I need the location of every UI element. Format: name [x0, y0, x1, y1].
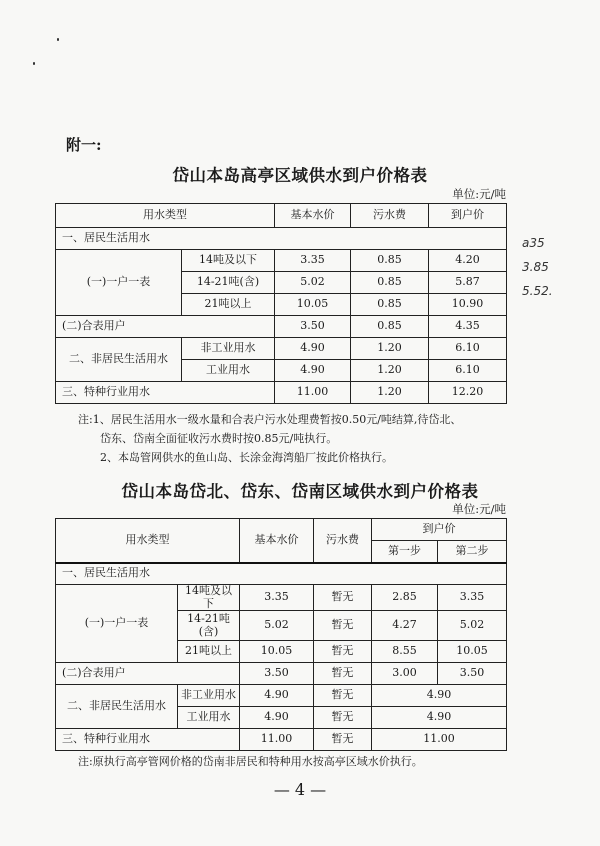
table-cell: 1.20	[351, 338, 429, 360]
table-cell: 4.90	[275, 360, 351, 382]
header-sewage-fee: 污水费	[314, 519, 372, 563]
table-cell: 4.90	[275, 338, 351, 360]
row-shared-meter: (二)合表用户	[56, 316, 275, 338]
table2-notes	[78, 752, 518, 771]
tier-label: 工业用水	[182, 360, 275, 382]
table2	[55, 518, 507, 751]
subgroup-single-household: (一)一户一表	[56, 250, 182, 316]
table2-unit: 单位:元/吨	[452, 502, 506, 516]
section-residential: 一、居民生活用水	[56, 563, 507, 585]
table-cell: 暂无	[314, 585, 372, 611]
table1-unit: 单位:元/吨	[452, 187, 506, 201]
tier-label: 工业用水	[178, 707, 240, 729]
note-line: 2、本岛管网供水的鱼山岛、长涂金海湾船厂按此价格执行。	[100, 451, 393, 464]
table-cell: 3.50	[438, 663, 507, 685]
table-cell: 0.85	[351, 316, 429, 338]
table-cell: 4.90	[240, 707, 314, 729]
table1	[55, 203, 507, 404]
table-cell: 4.20	[429, 250, 507, 272]
table-cell: 1.20	[351, 360, 429, 382]
handwritten-note: 3.85	[522, 260, 549, 274]
tier-label: 14-21吨(含)	[178, 611, 240, 641]
tier-label: 21吨以上	[178, 641, 240, 663]
table-cell: 5.02	[275, 272, 351, 294]
header-water-type: 用水类型	[56, 204, 275, 228]
table1-title: 岱山本岛高亭区域供水到户价格表	[172, 166, 428, 185]
handwritten-note: a35	[522, 236, 545, 250]
section-special: 三、特种行业用水	[56, 729, 240, 751]
table-cell: 3.35	[275, 250, 351, 272]
table-cell: 4.27	[372, 611, 438, 641]
table-cell: 11.00	[275, 382, 351, 404]
header-total-price: 到户价	[372, 519, 507, 541]
table-cell: 4.90	[240, 685, 314, 707]
subgroup-single-household: (一)一户一表	[56, 585, 178, 663]
scan-speck	[57, 38, 59, 41]
table-cell: 3.00	[372, 663, 438, 685]
handwritten-note: 5.52.	[522, 284, 553, 298]
table-cell: 0.85	[351, 272, 429, 294]
section-residential: 一、居民生活用水	[56, 228, 507, 250]
table-cell: 6.10	[429, 338, 507, 360]
table-cell: 12.20	[429, 382, 507, 404]
table-cell: 8.55	[372, 641, 438, 663]
table-cell: 4.90	[372, 707, 507, 729]
table-cell: 11.00	[240, 729, 314, 751]
note-line: 注:原执行高亭管网价格的岱南非居民和特种用水按高亭区域水价执行。	[78, 755, 423, 768]
section-special: 三、特种行业用水	[56, 382, 275, 404]
note-line: 注:1、居民生活用水一级水量和合表户污水处理费暂按0.50元/吨结算,待岱北、	[78, 413, 462, 426]
table-cell: 暂无	[314, 729, 372, 751]
table-cell: 暂无	[314, 663, 372, 685]
table1-notes	[78, 410, 518, 467]
table-cell: 3.35	[240, 585, 314, 611]
tier-label: 14-21吨(含)	[182, 272, 275, 294]
table-cell: 10.90	[429, 294, 507, 316]
table-cell: 1.20	[351, 382, 429, 404]
annex-label: 附一:	[66, 136, 102, 154]
table-cell: 暂无	[314, 611, 372, 641]
scan-speck	[33, 62, 35, 65]
table-cell: 暂无	[314, 641, 372, 663]
table-cell: 10.05	[240, 641, 314, 663]
header-total-price: 到户价	[429, 204, 507, 228]
header-water-type: 用水类型	[56, 519, 240, 563]
table-cell: 0.85	[351, 294, 429, 316]
header-sewage-fee: 污水费	[351, 204, 429, 228]
tier-label: 非工业用水	[178, 685, 240, 707]
table-cell: 暂无	[314, 707, 372, 729]
table-cell: 暂无	[314, 685, 372, 707]
row-shared-meter: (二)合表用户	[56, 663, 240, 685]
table-cell: 4.90	[372, 685, 507, 707]
table-cell: 5.02	[438, 611, 507, 641]
header-base-price: 基本水价	[275, 204, 351, 228]
table-cell: 4.35	[429, 316, 507, 338]
note-line: 岱东、岱南全面征收污水费时按0.85元/吨执行。	[100, 432, 338, 445]
header-base-price: 基本水价	[240, 519, 314, 563]
header-step-2: 第二步	[438, 541, 507, 563]
table-cell: 10.05	[275, 294, 351, 316]
table-cell: 11.00	[372, 729, 507, 751]
table-cell: 3.50	[240, 663, 314, 685]
table-cell: 3.35	[438, 585, 507, 611]
page-number: — 4 —	[273, 780, 327, 799]
tier-label: 14吨及以下	[178, 585, 240, 611]
tier-label: 非工业用水	[182, 338, 275, 360]
table-cell: 5.02	[240, 611, 314, 641]
header-step-1: 第一步	[372, 541, 438, 563]
table-cell: 5.87	[429, 272, 507, 294]
table-cell: 0.85	[351, 250, 429, 272]
table-cell: 2.85	[372, 585, 438, 611]
table2-title: 岱山本岛岱北、岱东、岱南区域供水到户价格表	[121, 482, 479, 501]
section-non-residential: 二、非居民生活用水	[56, 338, 182, 382]
table-cell: 3.50	[275, 316, 351, 338]
table-cell: 10.05	[438, 641, 507, 663]
table-cell: 6.10	[429, 360, 507, 382]
tier-label: 21吨以上	[182, 294, 275, 316]
section-non-residential: 二、非居民生活用水	[56, 685, 178, 729]
tier-label: 14吨及以下	[182, 250, 275, 272]
